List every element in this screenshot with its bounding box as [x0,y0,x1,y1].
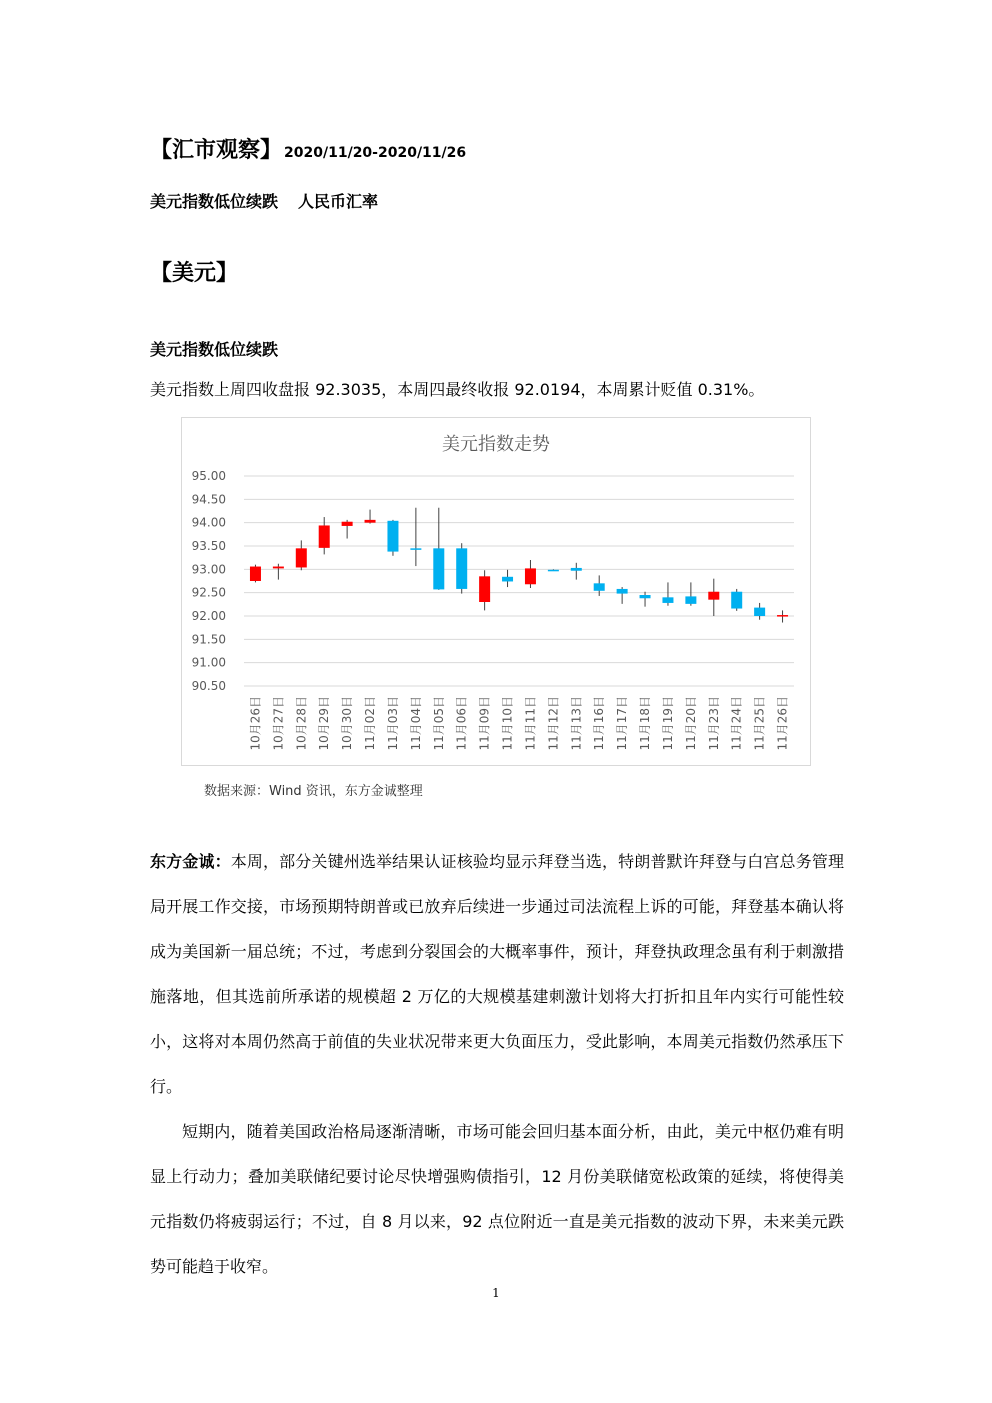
y-tick-label: 92.00 [191,609,226,623]
candle-up [365,520,376,523]
x-tick-label: 11月10日 [500,696,515,751]
candle-up [708,592,719,600]
x-tick-label: 11月24日 [729,696,744,751]
y-tick-label: 93.00 [191,562,226,577]
candle-up [777,615,788,617]
candle-up [273,567,284,569]
usd-intro: 美元指数上周四收盘报 92.3035，本周四最终收报 92.0194，本周累计贬值 0.31%。 [150,380,765,399]
commentary-paragraph-1 [150,839,844,1109]
chart-svg [182,418,810,765]
chart-gridlines [244,476,794,686]
candle-up [525,568,536,584]
candle-up [319,525,330,547]
candle-down [640,595,651,598]
section-subtitle [150,189,378,212]
x-tick-label: 10月29日 [317,696,332,751]
x-tick-label: 11月09日 [477,696,492,751]
x-tick-label: 11月05日 [431,696,446,751]
y-tick-label: 91.50 [191,632,226,647]
x-tick-label: 11月12日 [546,696,561,751]
candle-down [571,568,582,571]
candle-down [433,548,444,589]
y-tick-label: 92.50 [191,585,226,600]
y-tick-label: 93.50 [191,539,226,553]
section-heading [150,133,466,164]
x-tick-label: 10月28日 [294,696,309,751]
y-tick-label: 95.00 [191,469,226,483]
x-tick-label: 11月19日 [660,696,675,751]
x-tick-label: 11月18日 [638,696,653,751]
subtitle-rmb: 人民币汇率 [298,192,379,211]
candle-down [594,583,605,590]
usd-heading: 【美元】 [150,261,239,286]
candle-up [296,548,307,567]
candle-down [456,548,467,589]
x-tick-label: 10月30日 [340,696,355,751]
y-tick-label: 90.50 [191,679,226,693]
x-tick-label: 11月02日 [363,696,378,751]
candle-down [387,521,398,552]
usd-index-chart [181,417,811,766]
section-title: 【汇市观察】 [150,138,283,163]
x-tick-label: 11月04日 [408,696,423,751]
y-tick-label: 91.00 [191,655,226,670]
candle-down [754,608,765,616]
chart-candles [250,508,788,623]
commentary-label: 东方金诚： [150,852,231,871]
candle-down [685,596,696,603]
candle-up [250,567,261,581]
candle-down [731,592,742,609]
page-number: 1 [492,1286,500,1300]
candle-up [342,522,353,526]
x-tick-label: 11月13日 [569,696,584,751]
x-tick-label: 11月26日 [775,696,790,751]
candle-down [662,597,673,603]
x-tick-label: 11月17日 [615,696,630,751]
candle-up [479,576,490,602]
candle-down [617,589,628,594]
x-tick-label: 11月23日 [706,696,721,751]
commentary-text-1: 本周，部分关键州选举结果认证核验均显示拜登当选，特朗普默许拜登与白宫总务管理局开展工作交接，市场预期特朗普或已放弃后续进一步通过司法流程上诉的可能，拜登基本确认将成为美国新一届总统；不过，考虑到分裂国会的大概率事件，预计，拜登执政理念虽有利于刺激措施落地，但其选前所承诺的规模超 2 万亿的大规模基建刺激计划将大打折扣且年内实行可能性较小，这将对本周仍然高于前值的失业状况带来更大负面压力，受此影响，本周美元指数仍然承压下行。 [150,852,844,1096]
y-tick-label: 94.50 [191,492,226,507]
chart-title: 美元指数走势 [442,434,550,455]
x-tick-label: 11月06日 [454,696,469,751]
x-tick-label: 11月20日 [683,696,698,751]
x-tick-label: 11月11日 [523,696,538,751]
usd-subheading: 美元指数低位续跌 [150,340,279,359]
x-tick-label: 11月16日 [592,696,607,751]
chart-x-ticks [248,696,789,751]
candle-down [410,548,421,550]
x-tick-label: 11月03日 [385,696,400,751]
x-tick-label: 10月26日 [248,696,263,751]
commentary-paragraph-2: 短期内，随着美国政治格局逐渐清晰，市场可能会回归基本面分析，由此，美元中枢仍难有明显上行动力；叠加美联储纪要讨论尽快增强购债指引，12 月份美联储宽松政策的延续，将使得美元指数仍将疲弱运行；不过，自 8 月以来，92 点位附近一直是美元指数的波动下界，未来美元跌势可能趋于收窄。 [150,1122,844,1276]
x-tick-label: 10月27日 [271,696,286,751]
y-tick-label: 94.00 [191,515,226,530]
chart-y-ticks [192,469,226,693]
section-date-range: 2020/11/20-2020/11/26 [284,145,467,161]
candle-down [502,577,513,582]
x-tick-label: 11月25日 [752,696,767,751]
source-note: 数据来源：Wind 资讯，东方金诚整理 [204,784,423,799]
subtitle-usd: 美元指数低位续跌 [150,192,279,211]
candle-down [548,570,559,572]
